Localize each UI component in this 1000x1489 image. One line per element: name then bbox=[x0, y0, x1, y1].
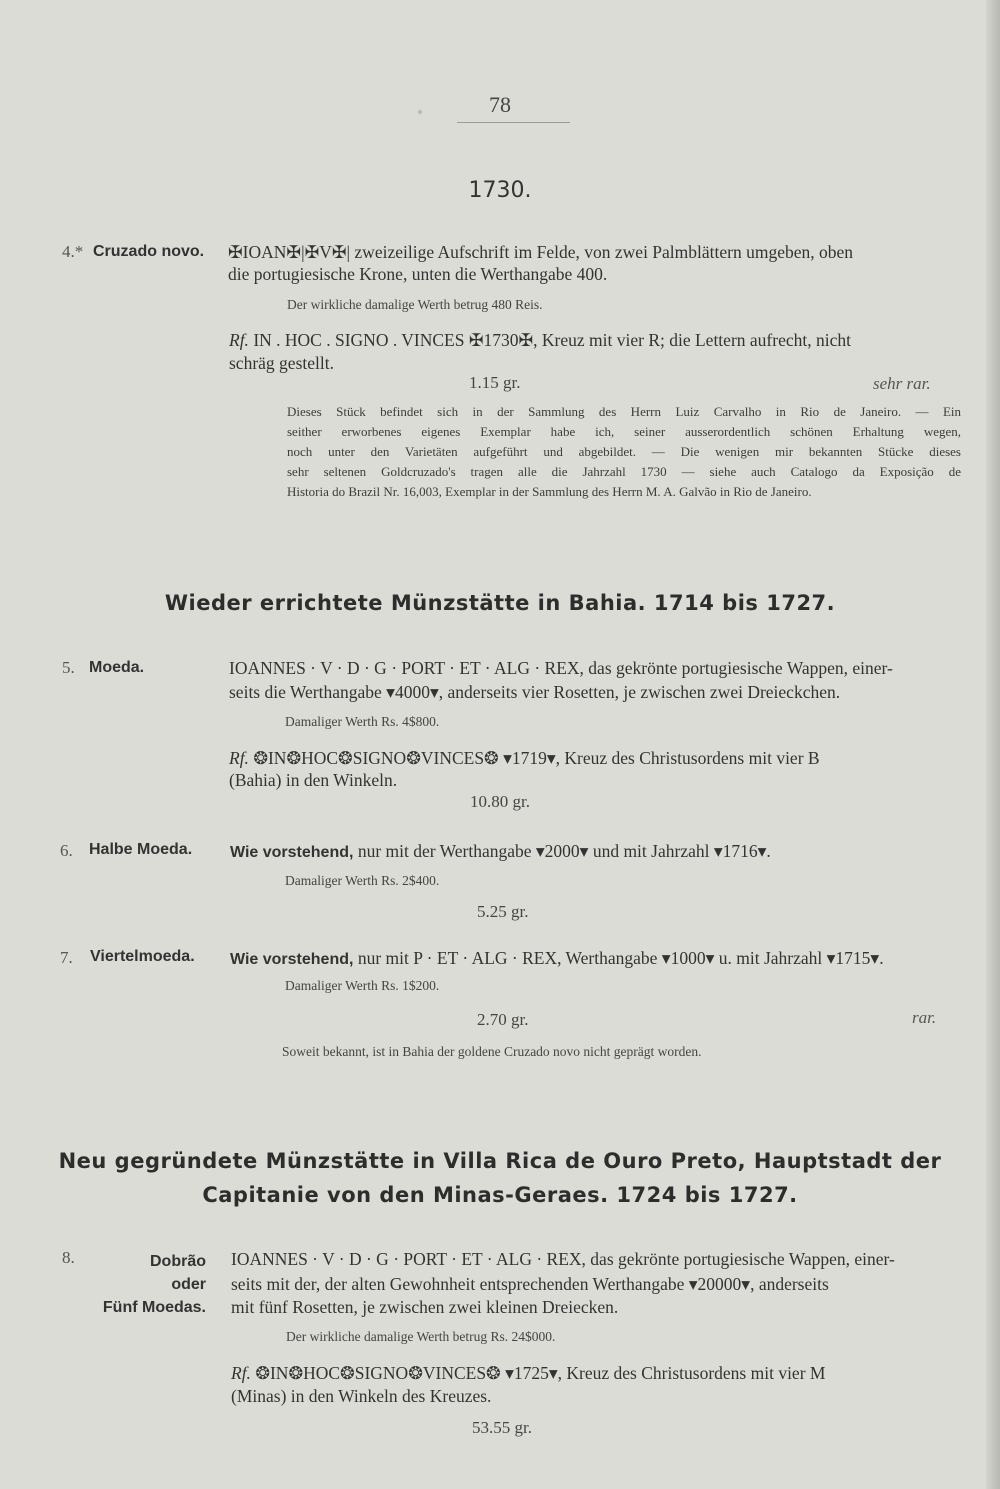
note-line: seither erworbenes eigenes Exemplar habe ich, seiner ausserordentlich schönen Erhaltung wegen, bbox=[287, 424, 961, 439]
reverse-description bbox=[229, 747, 820, 769]
section-heading: Neu gegründete Münzstätte in Villa Rica de Ouro Preto, Hauptstadt der bbox=[58, 1149, 942, 1173]
entry-number: 5. bbox=[62, 658, 75, 677]
value-note: Damaliger Werth Rs. 1$200. bbox=[285, 978, 440, 993]
entry-number: 6. bbox=[60, 841, 73, 860]
entry-description bbox=[230, 840, 771, 864]
entry-lead: Wie vorstehend, bbox=[230, 844, 354, 861]
weight: 53.55 gr. bbox=[472, 1418, 532, 1437]
entry-name bbox=[90, 1250, 206, 1319]
entry-number: 4.* bbox=[62, 242, 84, 261]
entry-text: nur mit P · ET · ALG · REX, Werthangabe ▾1000▾ u. mit Jahrzahl ▾1715▾. bbox=[353, 948, 884, 968]
weight: 10.80 gr. bbox=[470, 792, 530, 811]
page-edge-shadow bbox=[986, 0, 1000, 1489]
reverse-description: (Minas) in den Winkeln des Kreuzes. bbox=[231, 1386, 492, 1406]
entry-description: seits mit der, der alten Gewohnheit entsprechenden Werthangabe ▾20000▾, anderseits bbox=[231, 1274, 829, 1294]
page-number-rule bbox=[457, 122, 570, 123]
reverse-description: (Bahia) in den Winkeln. bbox=[229, 770, 398, 790]
note-line: Historia do Brazil Nr. 16,003, Exemplar in der Sammlung des Herrn M. A. Galvão in Rio de Janeiro. bbox=[287, 484, 812, 499]
reverse-description bbox=[229, 329, 851, 351]
entry-name-line: Fünf Moedas. bbox=[102, 1299, 206, 1316]
entry-description: mit fünf Rosetten, je zwischen zwei kleinen Dreiecken. bbox=[231, 1297, 619, 1317]
note-line: Dieses Stück befindet sich in der Sammlung des Herrn Luiz Carvalho in Rio de Janeiro. — Ein bbox=[287, 404, 961, 419]
entry-number: 7. bbox=[60, 948, 73, 967]
reverse-label: Rf. bbox=[231, 1363, 251, 1383]
reverse-label: Rf. bbox=[229, 330, 249, 350]
value-note: Der wirkliche damalige Werth betrug 480 Reis. bbox=[287, 297, 543, 312]
reverse-description bbox=[231, 1362, 825, 1384]
entry-lead: Wie vorstehend, bbox=[230, 951, 354, 968]
reverse-label: Rf. bbox=[229, 748, 249, 768]
year-heading: 1730. bbox=[468, 178, 532, 203]
weight: 1.15 gr. bbox=[469, 373, 521, 392]
entry-name-line: Dobrão bbox=[150, 1253, 206, 1270]
rarity: rar. bbox=[912, 1008, 937, 1027]
entry-name: Halbe Moeda. bbox=[89, 841, 193, 858]
section-heading: Wieder errichtete Münzstätte in Bahia. 1714 bis 1727. bbox=[164, 591, 836, 615]
value-note: Der wirkliche damalige Werth betrug Rs. 24$000. bbox=[286, 1329, 556, 1344]
reverse-text: ❂IN❂HOC❂SIGNO❂VINCES❂ ▾1719▾, Kreuz des Christusordens mit vier B bbox=[253, 748, 820, 768]
entry-description: IOANNES · V · D · G · PORT · ET · ALG · REX, das gekrönte portugiesische Wappen, einer- bbox=[231, 1249, 895, 1269]
entry-name: Viertelmoeda. bbox=[90, 948, 195, 965]
section-heading: Capitanie von den Minas-Geraes. 1724 bis 1727. bbox=[202, 1183, 798, 1207]
reverse-text: IN . HOC . SIGNO . VINCES ✠1730✠, Kreuz mit vier R; die Lettern aufrecht, nicht bbox=[253, 330, 851, 350]
entry-description: IOANNES · V · D · G · PORT · ET · ALG · REX, das gekrönte portugiesische Wappen, einer- bbox=[229, 658, 893, 678]
entry-description: seits die Werthangabe ▾4000▾, anderseits vier Rosetten, je zwischen zwei Dreieckchen. bbox=[229, 682, 841, 702]
page-number: 78 bbox=[489, 92, 511, 117]
entry-text: nur mit der Werthangabe ▾2000▾ und mit Jahrzahl ▾1716▾. bbox=[353, 841, 771, 861]
entry-note: Soweit bekannt, ist in Bahia der goldene Cruzado novo nicht geprägt worden. bbox=[282, 1044, 702, 1059]
note-line: sehr seltenen Goldcruzado's tragen alle die Jahrzahl 1730 — siehe auch Catalogo da Exposição de bbox=[287, 464, 961, 479]
reverse-text: ❂IN❂HOC❂SIGNO❂VINCES❂ ▾1725▾, Kreuz des Christusordens mit vier M bbox=[255, 1363, 826, 1383]
value-note: Damaliger Werth Rs. 2$400. bbox=[285, 873, 440, 888]
value-note: Damaliger Werth Rs. 4$800. bbox=[285, 714, 440, 729]
entry-name: Moeda. bbox=[89, 659, 145, 676]
weight: 2.70 gr. bbox=[477, 1010, 529, 1029]
entry-description: ✠IOAN✠|✠V✠| zweizeilige Aufschrift im Felde, von zwei Palmblättern umgeben, oben bbox=[228, 242, 854, 262]
entry-number: 8. bbox=[62, 1248, 75, 1267]
entry-name: Cruzado novo. bbox=[93, 243, 205, 260]
reverse-description: schräg gestellt. bbox=[229, 353, 334, 373]
note-line: noch unter den Varietäten aufgeführt und abgebildet. — Die wenigen mir bekannten Stücke dieses bbox=[287, 444, 961, 459]
entry-note bbox=[287, 402, 961, 502]
weight: 5.25 gr. bbox=[477, 902, 529, 921]
entry-description: die portugiesische Krone, unten die Werthangabe 400. bbox=[228, 264, 608, 284]
entry-name-line: oder bbox=[171, 1276, 206, 1293]
rarity: sehr rar. bbox=[873, 374, 931, 393]
entry-description bbox=[230, 947, 884, 971]
